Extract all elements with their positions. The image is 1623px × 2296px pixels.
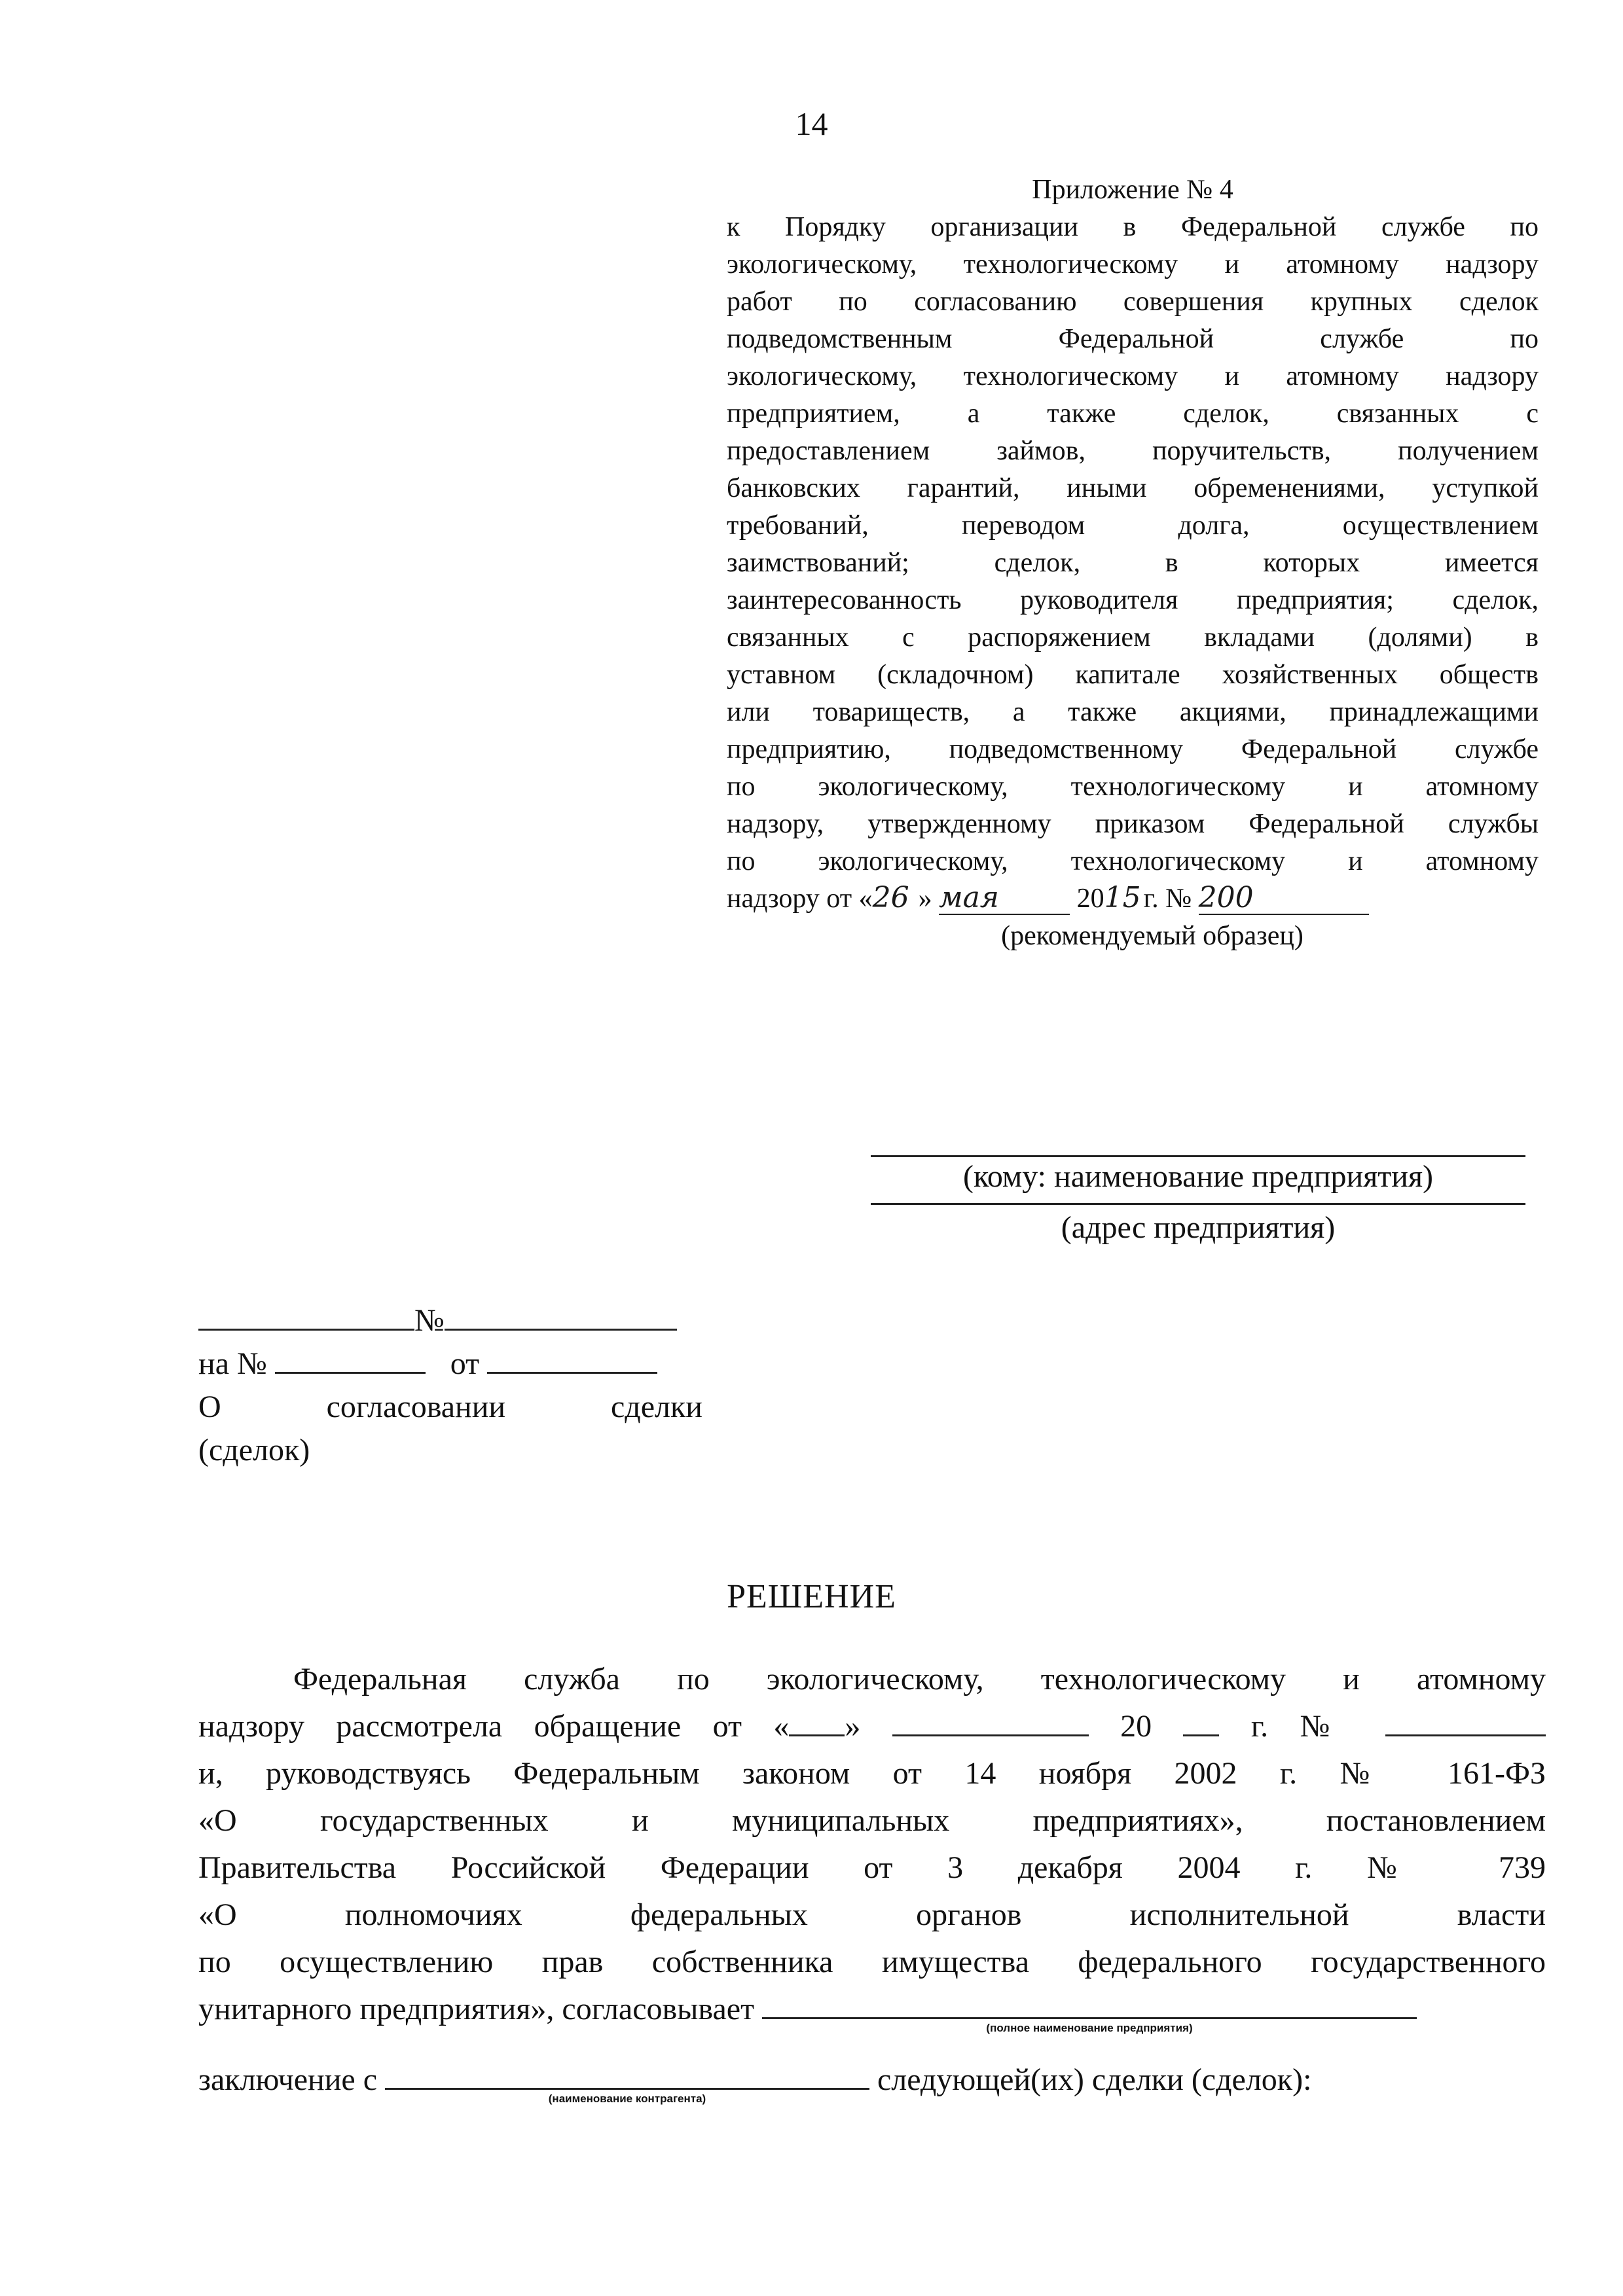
counterparty-name-blank [385,2062,869,2105]
order-year-prefix: 20 [1076,884,1104,914]
appendix-line: надзору, утвержденному приказом Федеральной службы [727,809,1539,839]
on-label: на № [198,1346,267,1381]
body-line: «О государственных и муниципальных предприятиях», постановлением [198,1803,1546,1838]
order-no-label: г. № [1143,884,1192,914]
appendix-line: банковских гарантий, иными обременениями, уступкой [727,473,1539,503]
outgoing-number-blank [198,1302,414,1331]
sample-note: (рекомендуемый образец) [1001,921,1304,951]
subject-word: О [198,1390,221,1424]
appendix-line: работ по согласованию совершения крупных сделок [727,287,1539,317]
appendix-line: заимствований; сделок, в которых имеется [727,548,1539,578]
outgoing-number-block [198,1299,702,1472]
incoming-number-blank [275,1346,426,1374]
request-month-blank [892,1708,1089,1736]
appendix-line: требований, переводом долга, осуществлением [727,511,1539,541]
incoming-ref-line [198,1342,702,1386]
order-month-handwritten: мая [939,882,1070,915]
body-line: и, руководствуясь Федеральным законом от 14 ноября 2002 г. № 161-ФЗ [198,1756,1546,1791]
enterprise-name-blank [762,1991,1417,2034]
body-line: по осуществлению прав собственника имущества федерального государственного [198,1945,1546,1979]
appendix-line: к Порядку организации в Федеральной службе по [727,212,1539,242]
recipient-name-caption: (кому: наименование предприятия) [962,1159,1434,1194]
request-year-blank [1183,1708,1219,1736]
appendix-title: Приложение № 4 [1032,175,1233,205]
incoming-date-blank [487,1346,657,1374]
order-day-handwritten: 26 [872,881,909,914]
subject-line-2: (сделок) [198,1433,310,1467]
order-number-handwritten: 200 [1199,882,1369,915]
body-text: » [845,1709,861,1744]
request-day-blank [789,1708,845,1736]
enterprise-name-caption: (полное наименование предприятия) [986,2022,1193,2034]
order-mid: » [918,884,932,914]
appendix-line: заинтересованность руководителя предприятия; сделок, [727,585,1539,615]
subject-word: согласовании [326,1390,506,1424]
body-line-9 [198,2056,1546,2104]
appendix-line: подведомственным Федеральной службе по [727,324,1539,354]
recipient-address-caption: (адрес предприятия) [1061,1210,1336,1245]
request-number-blank [1385,1708,1546,1736]
number-label: № [414,1303,445,1338]
body-text: унитарного предприятия», согласовывает [198,1992,755,2026]
body-text: надзору рассмотрела обращение от « [198,1709,790,1744]
decision-body [198,1656,1546,2104]
body-text: 20 [1120,1709,1152,1744]
page-number: 14 [795,105,828,142]
outgoing-number-line [198,1299,702,1342]
appendix-line: уставном (складочном) капитале хозяйственных обществ [727,660,1539,690]
body-line-2 [198,1703,1546,1750]
appendix-line: предоставлением займов, поручительств, получением [727,436,1539,466]
recipient-address-line [871,1203,1525,1205]
order-year-handwritten: 15 [1104,881,1141,914]
subject-word: сделки [611,1390,702,1424]
decision-heading: РЕШЕНИЕ [727,1578,896,1615]
appendix-block [727,171,1539,955]
recipient-name-line [871,1155,1525,1157]
body-line-8 [198,1986,1546,2033]
body-line: Федеральная служба по экологическому, технологическому и атомному [293,1662,1546,1696]
appendix-line: по экологическому, технологическому и атомному [727,846,1539,876]
subject-line [198,1386,702,1429]
body-line: «О полномочиях федеральных органов исполнительной власти [198,1897,1546,1932]
appendix-order-line [727,880,1539,918]
body-line: Правительства Российской Федерации от 3 декабря 2004 г. № 739 [198,1850,1546,1885]
appendix-line: предприятием, а также сделок, связанных с [727,399,1539,429]
order-prefix: надзору от « [727,884,873,914]
counterparty-name-caption: (наименование контрагента) [548,2092,706,2105]
from-label: от [450,1346,480,1381]
appendix-line: экологическому, технологическому и атомному надзору [727,361,1539,391]
body-text: г. № [1250,1709,1354,1744]
appendix-line: связанных с распоряжением вкладами (долями) в [727,622,1539,653]
appendix-line: или товариществ, а также акциями, принадлежащими [727,697,1539,727]
appendix-line: по экологическому, технологическому и атомному [727,772,1539,802]
body-text: следующей(их) сделки (сделок): [877,2062,1312,2097]
body-text: заключение с [198,2062,377,2097]
appendix-line: предприятию, подведомственному Федеральной службе [727,734,1539,764]
appendix-line: экологическому, технологическому и атомному надзору [727,249,1539,279]
outgoing-number-blank-2 [445,1302,677,1331]
